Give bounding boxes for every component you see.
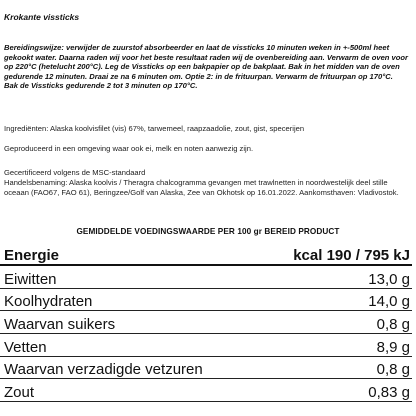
nutrient-value: 0,83 g [368, 384, 410, 402]
allergen-text: Geproduceerd in een omgeving waar ook ei, melk en noten aanwezig zijn. [4, 144, 254, 153]
nutrition-row [0, 379, 412, 402]
nutrition-row [0, 289, 412, 312]
nutrient-label: Vetten [4, 338, 47, 356]
nutrition-row-energy [0, 243, 412, 266]
trade-name-text: Handelsbenaming: Alaska koolvis / Theragra chalcogramma gevangen met trawlnetten in noordwestelijk deel stille oceaan (FAO67, FAO 61), Beringzee/Golf van Alaska, Zee van Okhotsk op 16.01.2022. Aankomsthaven: Vladivostok. [4, 178, 399, 197]
nutrient-label: Energie [4, 247, 60, 264]
nutrition-row [0, 311, 412, 334]
nutrient-label: Zout [4, 384, 35, 402]
nutrient-label: Eiwitten [4, 270, 57, 288]
nutrition-row [0, 334, 412, 357]
nutrition-row [0, 266, 412, 289]
nutrition-header: GEMIDDELDE VOEDINGSWAARDE PER 100 gr BEREID PRODUCT [76, 227, 340, 236]
nutrient-value: 0,8 g [376, 361, 410, 379]
product-title: Krokante vissticks [4, 12, 80, 22]
preparation-instructions: Bereidingswijze: verwijder de zuurstof absorbeerder en laat de vissticks 10 minuten weken in +-500ml heet gekookt water. Daarna raden wij voor het beste resultaat raden wij de ovenbereiding aan. Verwarm de oven voor op 220°C (hetelucht 200°C). Leg de Vissticks op een bakpapier op de bakplaat. Bak in het midden van de oven gedurende 12 minuten. Draai ze na 6 minuten om. Optie 2: in de frituurpan. Verwarm de frituurpan op 170°C. Bak de Vissticks gedurende 2 tot 3 minuten op 170°C. [4, 43, 408, 91]
nutrient-value: kcal 190 / 795 kJ [293, 247, 410, 264]
nutrient-value: 8,9 g [376, 338, 410, 356]
nutrient-label: Waarvan verzadigde vetzuren [4, 361, 203, 379]
nutrition-table [0, 243, 412, 402]
msc-certification: Gecertificeerd volgens de MSC-standaard [4, 168, 146, 177]
nutrient-label: Koolhydraten [4, 293, 93, 311]
nutrient-value: 0,8 g [376, 316, 410, 334]
nutrition-row [0, 357, 412, 380]
ingredients-text: Ingrediënten: Alaska koolvisfilet (vis) 67%, tarwemeel, raapzaadolie, zout, gist, specerijen [4, 124, 305, 133]
nutrient-label: Waarvan suikers [4, 316, 116, 334]
nutrient-value: 14,0 g [368, 293, 410, 311]
nutrient-value: 13,0 g [368, 270, 410, 288]
